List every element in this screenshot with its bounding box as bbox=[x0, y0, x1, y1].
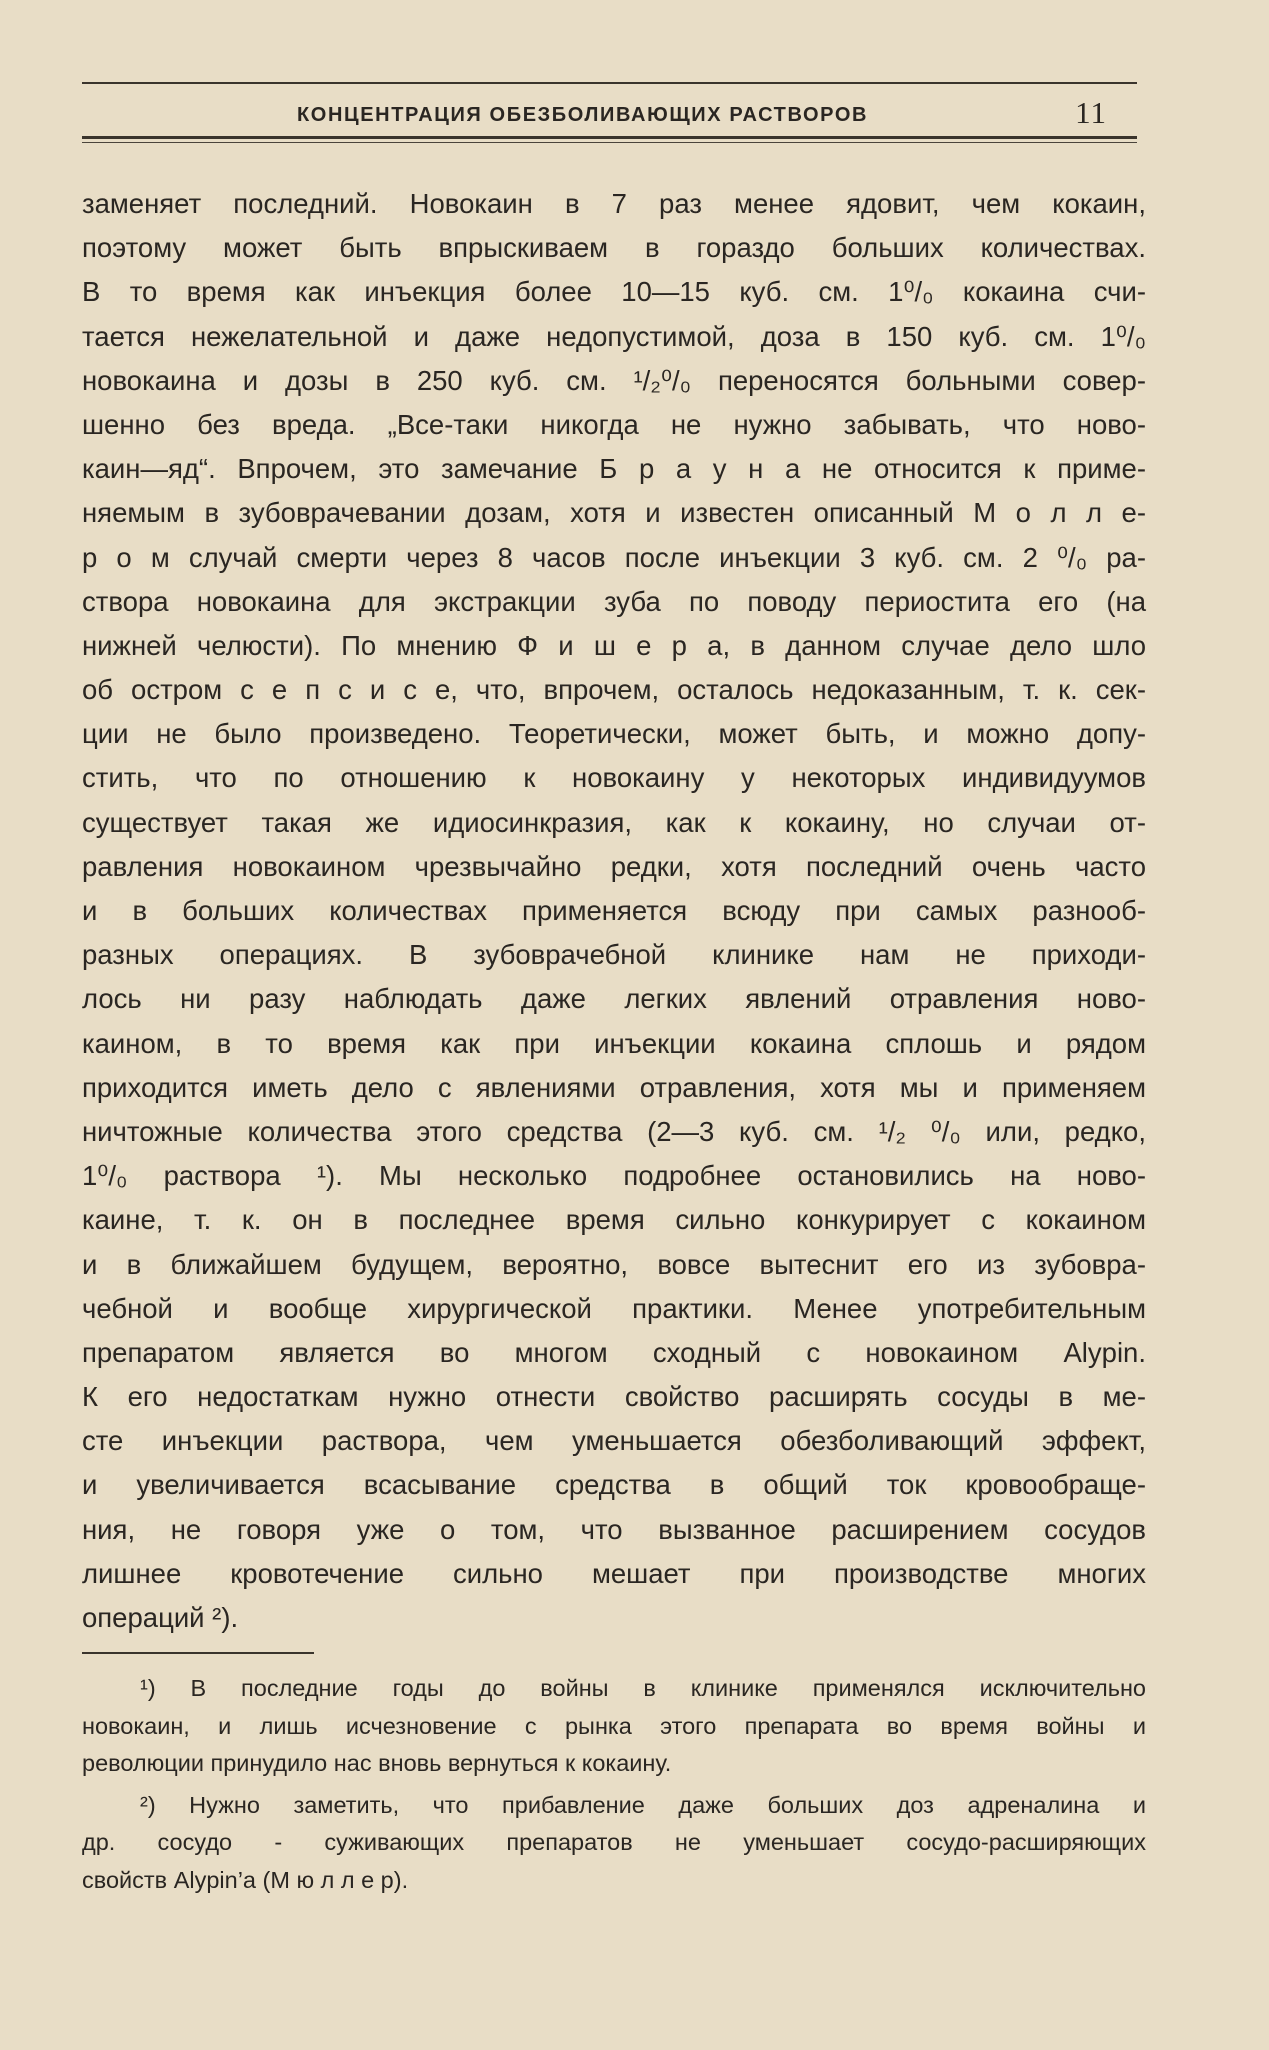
footnote-separator bbox=[82, 1652, 314, 1654]
body-line: ции не было произведено. Теоретически, может быть, и можно допу- bbox=[82, 718, 1146, 750]
page-header bbox=[82, 78, 1137, 148]
header-rule-bottom-thin bbox=[82, 142, 1137, 143]
header-rule-bottom bbox=[82, 136, 1137, 139]
body-line: ния, не говоря уже о том, что вызванное расширением сосудов bbox=[82, 1513, 1146, 1545]
body-line: каин—яд“. Впрочем, это замечание Б р а у н а не относится к приме- bbox=[82, 453, 1146, 485]
body-line: равления новокаином чрезвычайно редки, хотя последний очень часто bbox=[82, 850, 1146, 882]
body-line: 1⁰/₀ раствора ¹). Мы несколько подробнее остановились на ново- bbox=[82, 1160, 1146, 1192]
body-line: и в ближайшем будущем, вероятно, вовсе вытеснит его из зубовра- bbox=[82, 1248, 1146, 1280]
body-line: лишнее кровотечение сильно мешает при производстве многих bbox=[82, 1557, 1146, 1589]
body-line: существует такая же идиосинкразия, как к кокаину, но случаи от- bbox=[82, 806, 1146, 838]
body-line: каине, т. к. он в последнее время сильно конкурирует с кокаином bbox=[82, 1204, 1146, 1236]
body-line: К его недостаткам нужно отнести свойство расширять сосуды в ме- bbox=[82, 1381, 1146, 1413]
body-line: заменяет последний. Новокаин в 7 раз менее ядовит, чем кокаин, bbox=[82, 188, 1146, 219]
body-line: стить, что по отношению к новокаину у некоторых индивидуумов bbox=[82, 762, 1146, 794]
footnote-1 bbox=[82, 1670, 1146, 1783]
page-number: 11 bbox=[1075, 95, 1107, 130]
body-line: шенно без вреда. „Все-таки никогда не нужно забывать, что ново- bbox=[82, 408, 1146, 440]
body-line: препаратом является во многом сходный с новокаином Alypin. bbox=[82, 1336, 1146, 1368]
body-line: тается нежелательной и даже недопустимой, доза в 150 куб. см. 1⁰/₀ bbox=[82, 320, 1146, 352]
body-line: операций ²). bbox=[82, 1602, 239, 1633]
body-line: В то время как инъекция более 10—15 куб. см. 1⁰/₀ кокаина счи- bbox=[82, 276, 1146, 308]
body-line: лось ни разу наблюдать даже легких явлений отравления ново- bbox=[82, 983, 1146, 1015]
body-line: и в больших количествах применяется всюду при самых разнооб- bbox=[82, 895, 1146, 926]
body-line: р о м случай смерти через 8 часов после инъекции 3 куб. см. 2 ⁰/₀ ра- bbox=[82, 541, 1146, 573]
footnote-2 bbox=[82, 1787, 1146, 1900]
body-line: поэтому может быть впрыскиваем в гораздо больших количествах. bbox=[82, 232, 1146, 264]
body-text bbox=[82, 182, 1146, 1640]
footnote-line: новокаин, и лишь исчезновение с рынка этого препарата во время войны и bbox=[82, 1712, 1146, 1739]
footnote-line: ¹) В последние годы до войны в клинике применялся исключительно bbox=[140, 1675, 1146, 1701]
body-line: сте инъекции раствора, чем уменьшается обезболивающий эффект, bbox=[82, 1425, 1146, 1457]
body-line: разных операциях. В зубоврачебной клинике нам не приходи- bbox=[82, 939, 1146, 971]
header-rule-top bbox=[82, 82, 1137, 84]
body-line: створа новокаина для экстракции зуба по поводу периостита его (на bbox=[82, 585, 1146, 617]
body-line: и увеличивается всасывание средства в общий ток кровообраще- bbox=[82, 1469, 1146, 1501]
body-line: приходится иметь дело с явлениями отравления, хотя мы и применяем bbox=[82, 1071, 1146, 1103]
body-line: каином, в то время как при инъекции кокаина сплошь и рядом bbox=[82, 1027, 1146, 1059]
running-head bbox=[82, 95, 1137, 135]
footnote-line: др. сосудо - суживающих препаратов не уменьшает сосудо-расширяющих bbox=[82, 1829, 1146, 1855]
footnote-line: ²) Нужно заметить, что прибавление даже больших доз адреналина и bbox=[140, 1791, 1146, 1818]
footnote-line: революции принудило нас вновь вернуться к кокаину. bbox=[82, 1750, 672, 1776]
body-line: няемым в зубоврачевании дозам, хотя и известен описанный М о л л е- bbox=[82, 497, 1146, 529]
body-line: новокаина и дозы в 250 куб. см. ¹/₂⁰/₀ переносятся больными совер- bbox=[82, 364, 1146, 396]
running-title: КОНЦЕНТРАЦИЯ ОБЕЗБОЛИВАЮЩИХ РАСТВОРОВ bbox=[297, 104, 869, 126]
footnote-line: свойств Alypin’a (М ю л л е р). bbox=[82, 1866, 409, 1893]
body-line: чебной и вообще хирургической практики. Менее употребительным bbox=[82, 1292, 1146, 1324]
body-line: нижней челюсти). По мнению Ф и ш е р а, в данном случае дело шло bbox=[82, 629, 1146, 661]
body-line: ничтожные количества этого средства (2—3 куб. см. ¹/₂ ⁰/₀ или, редко, bbox=[82, 1115, 1146, 1147]
footnotes bbox=[82, 1670, 1146, 1899]
body-line: об остром с е п с и с е, что, впрочем, осталось недоказанным, т. к. сек- bbox=[82, 674, 1146, 706]
